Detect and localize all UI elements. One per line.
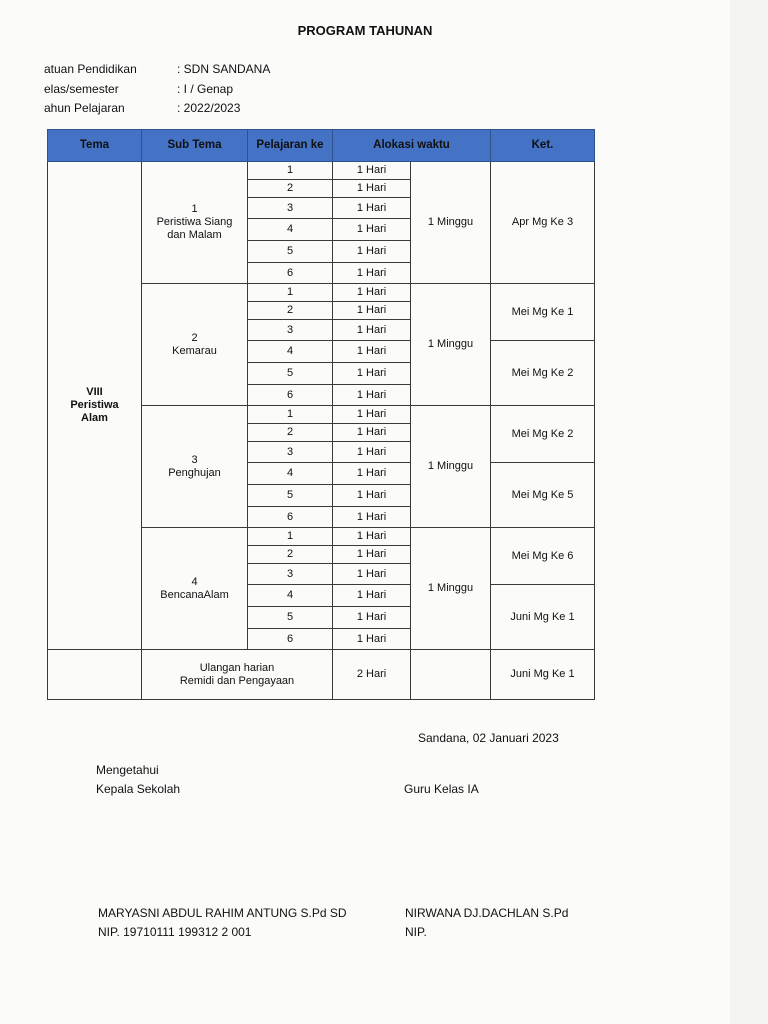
hari-cell: 1 Hari <box>333 284 411 302</box>
hari-cell: 1 Hari <box>333 442 411 463</box>
hari-cell: 1 Hari <box>333 385 411 406</box>
pelajaran-cell: 1 <box>248 528 333 546</box>
ket-cell: Juni Mg Ke 1 <box>491 585 595 650</box>
principal-role: Kepala Sekolah <box>96 782 181 796</box>
hari-cell: 1 Hari <box>333 507 411 528</box>
ulangan-line: Remidi dan Pengayaan <box>179 674 295 687</box>
pelajaran-cell: 4 <box>248 341 333 363</box>
minggu-cell: 1 Minggu <box>411 284 491 406</box>
pelajaran-cell: 2 <box>248 180 333 198</box>
hari-cell: 1 Hari <box>333 263 411 284</box>
empty-cell <box>48 650 142 700</box>
sub-tema-text: Peristiwa Siang <box>156 216 233 228</box>
sub-tema-cell <box>142 162 248 284</box>
hari-cell: 1 Hari <box>333 463 411 485</box>
pelajaran-cell: 2 <box>248 424 333 442</box>
hari-cell: 1 Hari <box>333 162 411 180</box>
pelajaran-cell: 5 <box>248 363 333 385</box>
minggu-cell: 1 Minggu <box>411 528 491 650</box>
acknowledgement-label: Mengetahui <box>96 763 159 777</box>
hari-cell: 1 Hari <box>333 406 411 424</box>
sub-tema-cell <box>142 406 248 528</box>
principal-nip: NIP. 19710111 199312 2 001 <box>98 925 252 939</box>
hari-cell: 1 Hari <box>333 585 411 607</box>
sub-tema-text: BencanaAlam <box>160 588 229 601</box>
minggu-cell: 1 Minggu <box>411 406 491 528</box>
ket-cell: Mei Mg Ke 2 <box>491 406 595 463</box>
tema-text: Alam <box>81 412 108 424</box>
pelajaran-cell: 6 <box>248 385 333 406</box>
hari-cell: 1 Hari <box>333 241 411 263</box>
pelajaran-cell: 3 <box>248 442 333 463</box>
info-label: atuan Pendidikan <box>44 62 137 76</box>
pelajaran-cell: 6 <box>248 263 333 284</box>
document-date: Sandana, 02 Januari 2023 <box>418 731 559 745</box>
sub-tema-text: dan Malam <box>167 229 222 241</box>
empty-cell <box>411 650 491 700</box>
info-row <box>44 99 270 119</box>
info-block <box>44 60 270 119</box>
pelajaran-cell: 4 <box>248 463 333 485</box>
sub-tema-text: Penghujan <box>168 466 221 479</box>
hari-cell: 1 Hari <box>333 546 411 564</box>
tema-text: Peristiwa <box>70 399 119 411</box>
pelajaran-cell: 5 <box>248 607 333 629</box>
header-tema: Tema <box>48 130 142 162</box>
ulangan-ket-cell: Juni Mg Ke 1 <box>491 650 595 700</box>
info-row <box>44 60 270 80</box>
pelajaran-cell: 5 <box>248 485 333 507</box>
teacher-name: NIRWANA DJ.DACHLAN S.Pd <box>405 906 569 920</box>
header-alokasi: Alokasi waktu <box>333 130 491 162</box>
ket-cell: Mei Mg Ke 2 <box>491 341 595 406</box>
ulangan-waktu-cell: 2 Hari <box>333 650 411 700</box>
pelajaran-cell: 1 <box>248 284 333 302</box>
pelajaran-cell: 2 <box>248 546 333 564</box>
hari-cell: 1 Hari <box>333 302 411 320</box>
header-ket: Ket. <box>491 130 595 162</box>
ket-cell: Apr Mg Ke 3 <box>491 162 595 284</box>
ulangan-row <box>48 650 595 700</box>
info-value: : I / Genap <box>177 81 234 96</box>
principal-name: MARYASNI ABDUL RAHIM ANTUNG S.Pd SD <box>98 906 347 920</box>
pelajaran-cell: 4 <box>248 585 333 607</box>
document-title: PROGRAM TAHUNAN <box>297 23 433 38</box>
hari-cell: 1 Hari <box>333 564 411 585</box>
info-row <box>44 80 270 100</box>
pelajaran-cell: 4 <box>248 219 333 241</box>
right-signature-block <box>405 904 568 942</box>
left-signature-header <box>96 761 180 799</box>
info-value: : SDN SANDANA <box>177 62 271 76</box>
sub-tema-text: 4 <box>191 575 198 588</box>
teacher-nip: NIP. <box>405 925 427 939</box>
info-label: elas/semester <box>44 81 119 96</box>
hari-cell: 1 Hari <box>333 341 411 363</box>
minggu-cell: 1 Minggu <box>411 162 491 284</box>
info-label: ahun Pelajaran <box>44 101 125 115</box>
pelajaran-cell: 5 <box>248 241 333 263</box>
program-table <box>47 129 595 700</box>
teacher-role: Guru Kelas IA <box>404 782 479 796</box>
hari-cell: 1 Hari <box>333 180 411 198</box>
hari-cell: 1 Hari <box>333 320 411 341</box>
hari-cell: 1 Hari <box>333 485 411 507</box>
hari-cell: 1 Hari <box>333 198 411 219</box>
sub-tema-cell <box>142 528 248 650</box>
sub-tema-text: 1 <box>191 203 198 215</box>
pelajaran-cell: 6 <box>248 629 333 650</box>
ket-cell: Mei Mg Ke 6 <box>491 528 595 585</box>
pelajaran-cell: 2 <box>248 302 333 320</box>
ket-cell: Mei Mg Ke 1 <box>491 284 595 341</box>
ket-cell: Mei Mg Ke 5 <box>491 463 595 528</box>
ulangan-line: Ulangan harian <box>199 661 275 674</box>
table-header-row <box>48 130 595 162</box>
pelajaran-cell: 3 <box>248 320 333 341</box>
pelajaran-cell: 1 <box>248 162 333 180</box>
hari-cell: 1 Hari <box>333 528 411 546</box>
hari-cell: 1 Hari <box>333 363 411 385</box>
left-signature-block <box>98 904 347 942</box>
table-row <box>48 162 595 180</box>
sub-tema-cell <box>142 284 248 406</box>
pelajaran-cell: 6 <box>248 507 333 528</box>
sub-tema-text: 2 <box>191 331 198 344</box>
tema-cell <box>48 162 142 650</box>
tema-text: VIII <box>86 386 103 398</box>
pelajaran-cell: 1 <box>248 406 333 424</box>
sub-tema-text: 3 <box>191 453 198 466</box>
pelajaran-cell: 3 <box>248 198 333 219</box>
hari-cell: 1 Hari <box>333 219 411 241</box>
info-value: : 2022/2023 <box>177 101 241 115</box>
header-pelajaran: Pelajaran ke <box>248 130 333 162</box>
sub-tema-text: Kemarau <box>172 344 217 357</box>
hari-cell: 1 Hari <box>333 607 411 629</box>
header-sub-tema: Sub Tema <box>142 130 248 162</box>
ulangan-label-cell <box>142 650 333 700</box>
pelajaran-cell: 3 <box>248 564 333 585</box>
hari-cell: 1 Hari <box>333 629 411 650</box>
hari-cell: 1 Hari <box>333 424 411 442</box>
